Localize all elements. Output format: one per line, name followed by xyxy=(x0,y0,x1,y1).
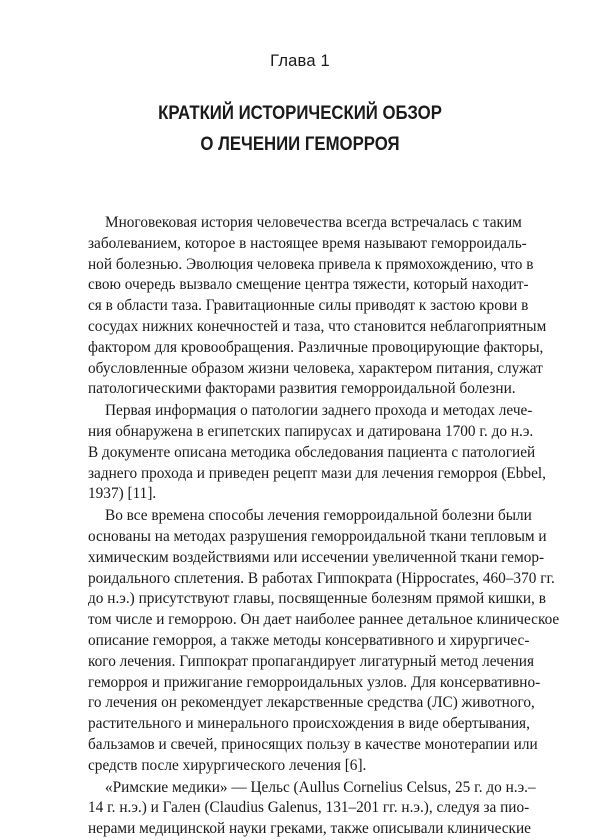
text-line: Во все времена способы лечения геморроидальной болезни были xyxy=(105,507,532,525)
paragraph xyxy=(88,506,560,776)
text-line: средств после хирургического лечения [6]. xyxy=(88,756,367,774)
text-line: описание геморроя, а также методы консервативного и хирургичес- xyxy=(88,631,530,649)
text-line: ния обнаружена в египетских папирусах и датирована 1700 г. до н.э. xyxy=(88,422,534,440)
text-line: го лечения он рекомендует лекарственные средства (ЛС) животного, xyxy=(88,694,535,712)
paragraph xyxy=(88,778,536,840)
text-line: В документе описана методика обследования пациента с патологией xyxy=(88,443,536,461)
text-line: Многовековая история человечества всегда встречалась с таким xyxy=(105,214,522,231)
text-line: патологическими факторами развития геморроидальной болезни. xyxy=(88,380,516,398)
text-line: обусловленные образом жизни человека, характером питания, служат xyxy=(88,359,543,377)
text-line: бальзамов и свечей, приносящих пользу в качестве монотерапии или xyxy=(88,735,538,753)
text-line: кого лечения. Гиппократ пропагандирует лигатурный метод лечения xyxy=(88,652,535,670)
chapter-title-line-2: О ЛЕЧЕНИИ ГЕМОРРОЯ xyxy=(200,133,400,155)
text-line: химическим воздействиями или иссечении увеличенной ткани гемор- xyxy=(88,548,545,566)
text-line: «Римские медики» — Цельс (Aullus Cornelius Celsus, 25 г. до н.э.– xyxy=(105,778,536,796)
text-line: роидального сплетения. В работах Гиппократа (Hippocrates, 460–370 гг. xyxy=(88,569,555,587)
text-line: 14 г. н.э.) и Гален (Claudius Galenus, 131–201 гг. н.э.), следуя за пио- xyxy=(88,799,530,817)
chapter-title xyxy=(42,98,558,160)
text-line: ся в области таза. Гравитационные силы приводят к застою крови в xyxy=(88,297,529,315)
text-line: свою очередь вызвало смещение центра тяжести, который находит- xyxy=(88,276,529,294)
text-line: Первая информация о патологии заднего прохода и методах лече- xyxy=(105,402,533,420)
text-line: 1937) [11]. xyxy=(88,485,157,503)
chapter-label: Глава 1 xyxy=(270,52,330,70)
text-line: сосудах нижних конечностей и таза, что становится неблагоприятным xyxy=(88,317,547,335)
text-line: основаны на методах разрушения геморроидальной ткани тепловым и xyxy=(88,527,547,545)
text-line: до н.э.) присутствуют главы, посвященные болезням прямой кишки, в xyxy=(88,590,546,608)
text-line: нерами медицинской науки греками, также описывали клинические xyxy=(88,820,531,838)
text-line: заднего прохода и приведен рецепт мази для лечения геморроя (Ebbel, xyxy=(88,464,546,482)
text-line: растительного и минерального происхождения в виде обертывания, xyxy=(88,715,530,733)
text-line: геморроя и прижигание геморроидальных узлов. Для консервативно- xyxy=(88,673,541,691)
paragraph xyxy=(88,401,546,505)
paragraph xyxy=(88,213,547,400)
chapter-title-line-1: КРАТКИЙ ИСТОРИЧЕСКИЙ ОБЗОР xyxy=(158,102,442,124)
text-line: заболеванием, которое в настоящее время называют геморроидаль- xyxy=(88,234,527,252)
text-line: фактором для кровообращения. Различные провоцирующие факторы, xyxy=(88,338,544,356)
text-line: ной болезнью. Эволюция человека привела к прямохождению, что в xyxy=(88,255,534,273)
text-line: том числе и геморрою. Он дает наиболее раннее детальное клиническое xyxy=(88,611,560,629)
body-text xyxy=(88,213,560,840)
